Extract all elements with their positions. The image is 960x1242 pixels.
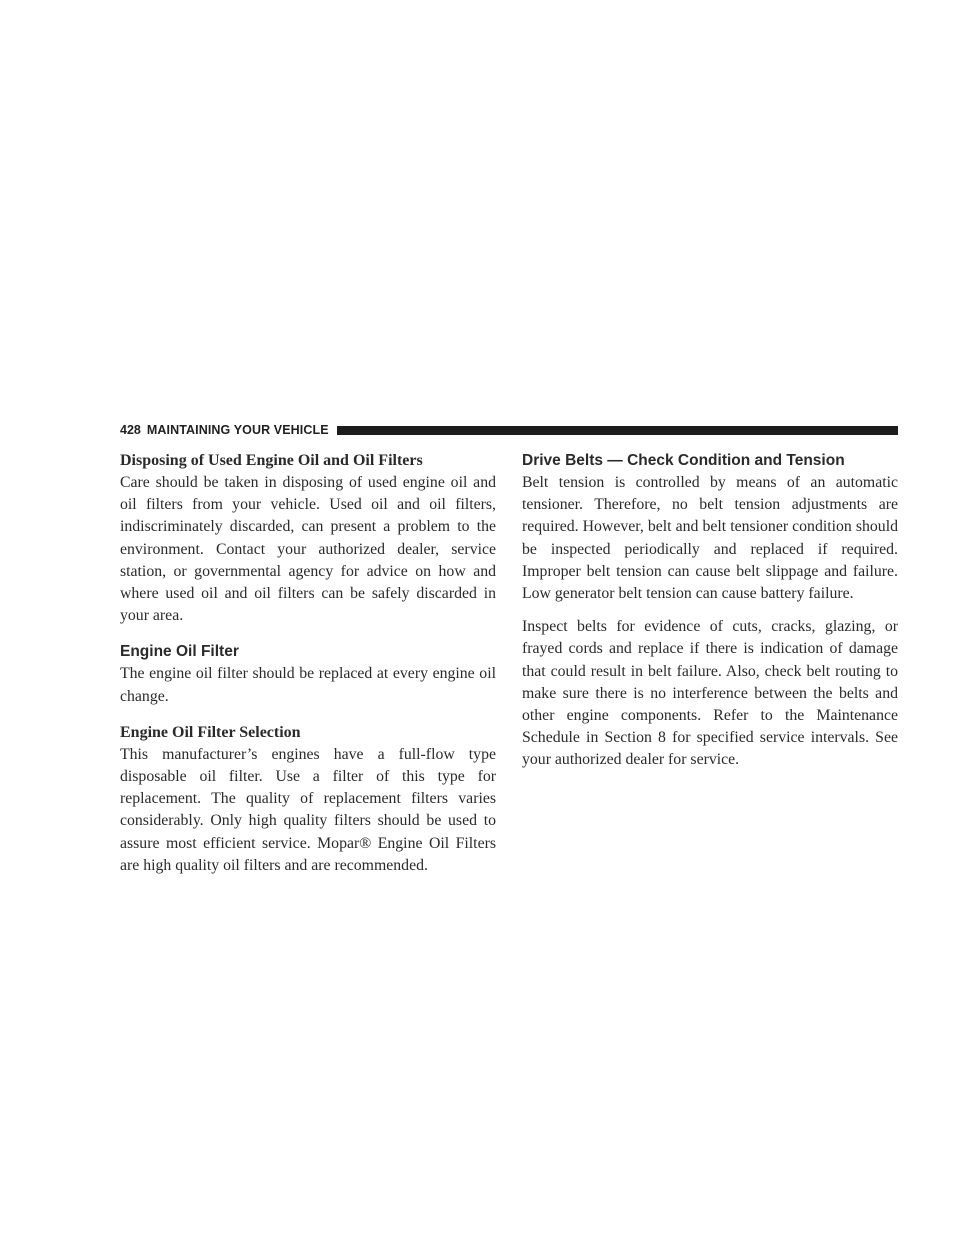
disposing-heading: Disposing of Used Engine Oil and Oil Filters: [120, 452, 423, 469]
right-column: [522, 450, 898, 772]
page-number: 428: [120, 423, 141, 437]
filter-selection-body: This manufacturer’s engines have a full-flow type disposable oil filter. Use a filter of this type for replacement. The quality of replacement filters varies considerably. Only high quality filters should be used to assure most efficient service. Mopar® Engine Oil Filters are high quality oil filters and are recommended.: [120, 745, 496, 874]
oil-filter-heading: Engine Oil Filter: [120, 643, 239, 661]
drive-belts-paragraph-2: Inspect belts for evidence of cuts, cracks, glazing, or frayed cords and replace if there is indication of damage that could result in belt failure. Also, check belt routing to make sure there is no interference between the belts and other engine components. Refer to the Maintenance Schedule in Section 8 for specified service intervals. See your authorized dealer for service.: [522, 618, 898, 769]
drive-belts-heading: Drive Belts — Check Condition and Tension: [522, 452, 845, 469]
filter-selection-heading: Engine Oil Filter Selection: [120, 723, 301, 741]
header-rule: [337, 426, 898, 435]
oil-filter-body: The engine oil filter should be replaced at every engine oil change.: [120, 665, 496, 705]
drive-belts-paragraph-1: Belt tension is controlled by means of an automatic tensioner. Therefore, no belt tension adjustments are required. However, belt and belt tensioner condition should be inspected periodically and replaced if required. Improper belt tension can cause belt slippage and failure. Low generator belt tension can cause battery failure.: [522, 474, 898, 603]
disposing-body: Care should be taken in disposing of used engine oil and oil filters from your vehicle. Used oil and oil filters, indiscriminately discarded, can present a problem to the environment. Contact your authorized dealer, service station, or governmental agency for advice on how and where used oil and oil filters can be safely discarded in your area.: [120, 474, 496, 625]
left-column: [120, 450, 496, 877]
page-header: [120, 422, 898, 438]
section-title: MAINTAINING YOUR VEHICLE: [146, 423, 329, 437]
